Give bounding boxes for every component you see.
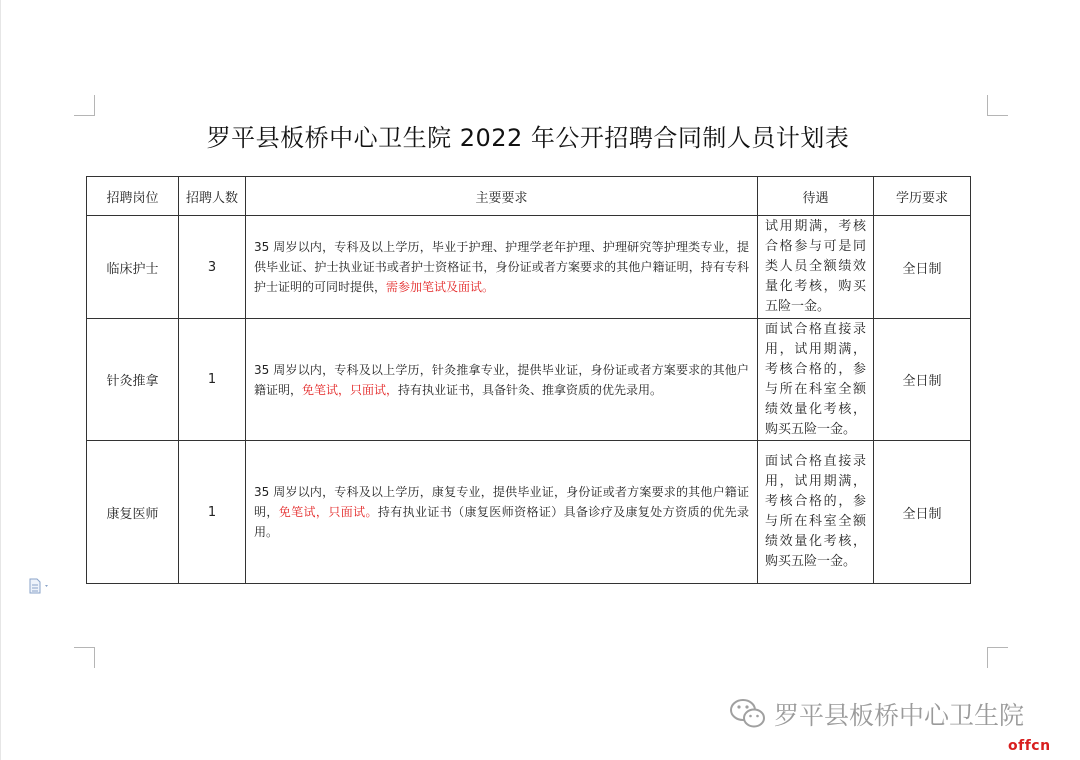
table-header-row xyxy=(87,177,971,216)
cell-requirements xyxy=(246,319,758,441)
requirement-highlight: 需参加笔试及面试。 xyxy=(386,280,495,294)
cell-requirements xyxy=(246,441,758,584)
requirement-text: 35 周岁以内，专科及以上学历，毕业于护理、护理学老年护理、护理研究等护理类专业，提供毕业证、护士执业证书或者护士资格证书，身份证或者方案要求的其他户籍证明，持有专科护士证明的可同时提供， xyxy=(254,240,749,294)
cell-benefits: 面试合格直接录用，试用期满，考核合格的，参与所在科室全额绩效量化考核，购买五险一金。 xyxy=(758,441,874,584)
crop-mark-top-left xyxy=(74,95,95,116)
cell-requirements xyxy=(246,216,758,319)
cell-education: 全日制 xyxy=(874,319,971,441)
requirement-text: 35 周岁以内，专科及以上学历，针灸推拿专业，提供毕业证，身份证或者方案要求的其他户籍证明， xyxy=(254,362,749,397)
table-row xyxy=(87,441,971,584)
offcn-logo: offcn xyxy=(1008,738,1051,754)
watermark xyxy=(728,694,1024,734)
cell-position: 康复医师 xyxy=(87,441,179,584)
table-row xyxy=(87,319,971,441)
cell-count: 1 xyxy=(179,441,246,584)
table-row xyxy=(87,216,971,319)
header-count: 招聘人数 xyxy=(179,177,246,216)
cell-count: 1 xyxy=(179,319,246,441)
header-benefits: 待遇 xyxy=(758,177,874,216)
cell-education: 全日制 xyxy=(874,441,971,584)
requirement-text: 35 周岁以内，专科及以上学历，康复专业，提供毕业证，身份证或者方案要求的其他户籍证明， xyxy=(254,485,749,519)
header-requirements: 主要要求 xyxy=(246,177,758,216)
cell-benefits: 试用期满，考核合格参与可是同类人员全额绩效量化考核，购买五险一金。 xyxy=(758,216,874,319)
requirement-highlight: 免笔试，只面试， xyxy=(302,382,399,397)
recruitment-plan-table xyxy=(86,176,971,584)
header-position: 招聘岗位 xyxy=(87,177,179,216)
cell-position: 针灸推拿 xyxy=(87,319,179,441)
cell-count: 3 xyxy=(179,216,246,319)
requirement-highlight: 免笔试，只面试。 xyxy=(278,505,378,519)
header-education: 学历要求 xyxy=(874,177,971,216)
requirement-tail: 持有执业证书，具备针灸、推拿资质的优先录用。 xyxy=(398,382,663,397)
wechat-icon xyxy=(728,697,768,731)
cell-position: 临床护士 xyxy=(87,216,179,319)
document-title: 罗平县板桥中心卫生院 2022 年公开招聘合同制人员计划表 xyxy=(206,124,850,152)
cell-benefits: 面试合格直接录用，试用期满，考核合格的，参与所在科室全额绩效量化考核，购买五险一金。 xyxy=(758,319,874,441)
crop-mark-top-right xyxy=(987,95,1008,116)
watermark-text: 罗平县板桥中心卫生院 xyxy=(774,701,1025,730)
document-icon[interactable] xyxy=(28,578,52,594)
crop-mark-bottom-left xyxy=(74,647,95,668)
requirement-tail: 持有执业证书（康复医师资格证）具备诊疗及康复处方资质的优先录用。 xyxy=(254,505,749,539)
crop-mark-bottom-right xyxy=(987,647,1008,668)
cell-education: 全日制 xyxy=(874,216,971,319)
